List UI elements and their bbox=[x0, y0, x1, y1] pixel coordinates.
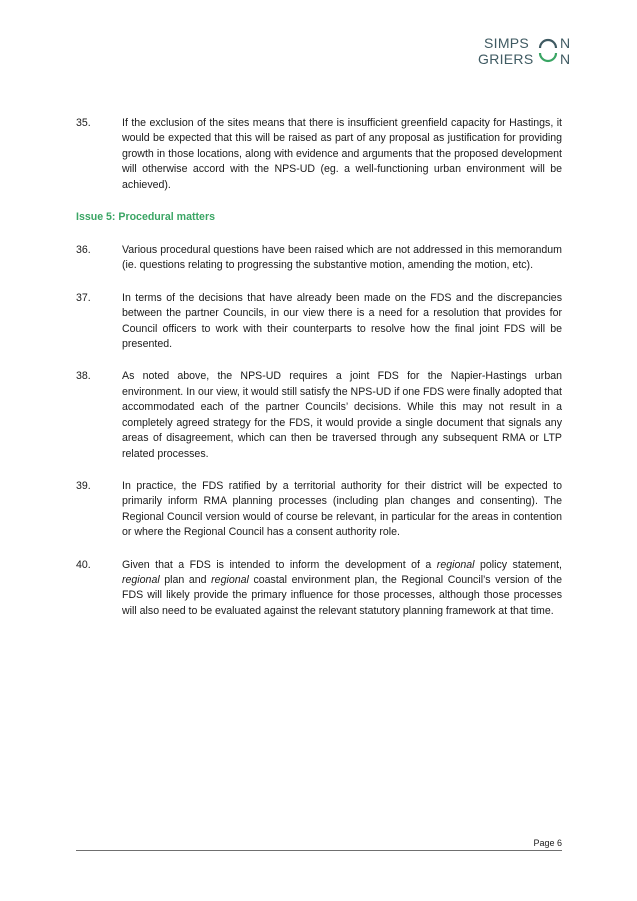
paragraph-text: In terms of the decisions that have already been made on the FDS and the discrepancies between the partner Councils, in our view there is a need for a resolution that provides for Council officers to work with their counterparts to resolve how the final joint FDS will be presented. bbox=[122, 291, 562, 351]
paragraph-number: 35. bbox=[76, 117, 91, 129]
paragraph bbox=[76, 243, 562, 274]
logo-mark bbox=[476, 34, 572, 68]
paragraph bbox=[76, 369, 562, 461]
text-run: policy statement, bbox=[474, 558, 562, 571]
emphasis-regional: regional bbox=[436, 558, 475, 571]
paragraph-number: 38. bbox=[76, 370, 91, 383]
text-run: Given that a FDS is intended to inform the development of a bbox=[122, 558, 437, 571]
paragraph-number: 36. bbox=[76, 244, 91, 257]
document-body bbox=[76, 116, 562, 636]
logo-line1: SIMPS bbox=[484, 35, 530, 51]
footer-divider bbox=[76, 850, 562, 851]
paragraph-number: 39. bbox=[76, 479, 91, 492]
text-run: plan and bbox=[159, 573, 212, 586]
paragraph-text bbox=[122, 558, 562, 620]
paragraph-number: 40. bbox=[76, 558, 91, 571]
emphasis-regional: regional bbox=[211, 573, 249, 586]
paragraph-text: Various procedural questions have been raised which are not addressed in this memorandum (ie. questions relating to progressing the substantive motion, amending the motion, etc). bbox=[122, 244, 562, 272]
paragraph bbox=[76, 479, 562, 541]
simpson-grierson-logo bbox=[476, 34, 572, 68]
logo-line1-end: N bbox=[560, 35, 571, 51]
emphasis-regional: regional bbox=[122, 573, 160, 586]
text-run: coastal environment plan, the Regional Council’s version of the FDS will likely provide the primary influence for those processes, although those processes will also need to be evaluated against the relevant statutory planning framework at that time. bbox=[122, 573, 562, 617]
paragraph-40 bbox=[76, 558, 562, 620]
paragraph-text: In practice, the FDS ratified by a territorial authority for their district will be expected to primarily inform RMA planning processes (including plan changes and consenting). The Regional Council version would of course be relevant, in particular for the areas in contention or where the Regional Council has a consent authority role. bbox=[122, 479, 562, 539]
page-number: Page 6 bbox=[533, 838, 562, 848]
section-heading: Issue 5: Procedural matters bbox=[76, 211, 215, 224]
paragraph-number: 37. bbox=[76, 291, 91, 304]
paragraph-text: If the exclusion of the sites means that there is insufficient greenfield capacity for Hastings, it would be expected that this will be raised as part of any proposal as justification for providing growth in those locations, along with evidence and arguments that the proposed development will otherwise accord with the NPS-UD (eg. a well-functioning urban environment will be achieved). bbox=[122, 117, 562, 191]
logo-arc-top bbox=[540, 40, 556, 48]
logo-line2-end: N bbox=[560, 51, 571, 67]
paragraph-list-a bbox=[76, 116, 562, 193]
paragraph bbox=[76, 291, 562, 353]
paragraph-text: As noted above, the NPS-UD requires a joint FDS for the Napier-Hastings urban environment. In our view, it would still satisfy the NPS-UD if one FDS were finally adopted that accommodated each of the partner Councils’ decisions. While this may not result in a completely agreed strategy for the FDS, it would provide a single document that signals any areas of disagreement, which can then be traversed through any subsequent RMA or LTP related processes. bbox=[122, 370, 562, 460]
logo-arc-bottom bbox=[540, 53, 556, 61]
logo-line2: GRIERS bbox=[478, 51, 534, 67]
paragraph bbox=[76, 116, 562, 193]
paragraph-list-b bbox=[76, 243, 562, 541]
